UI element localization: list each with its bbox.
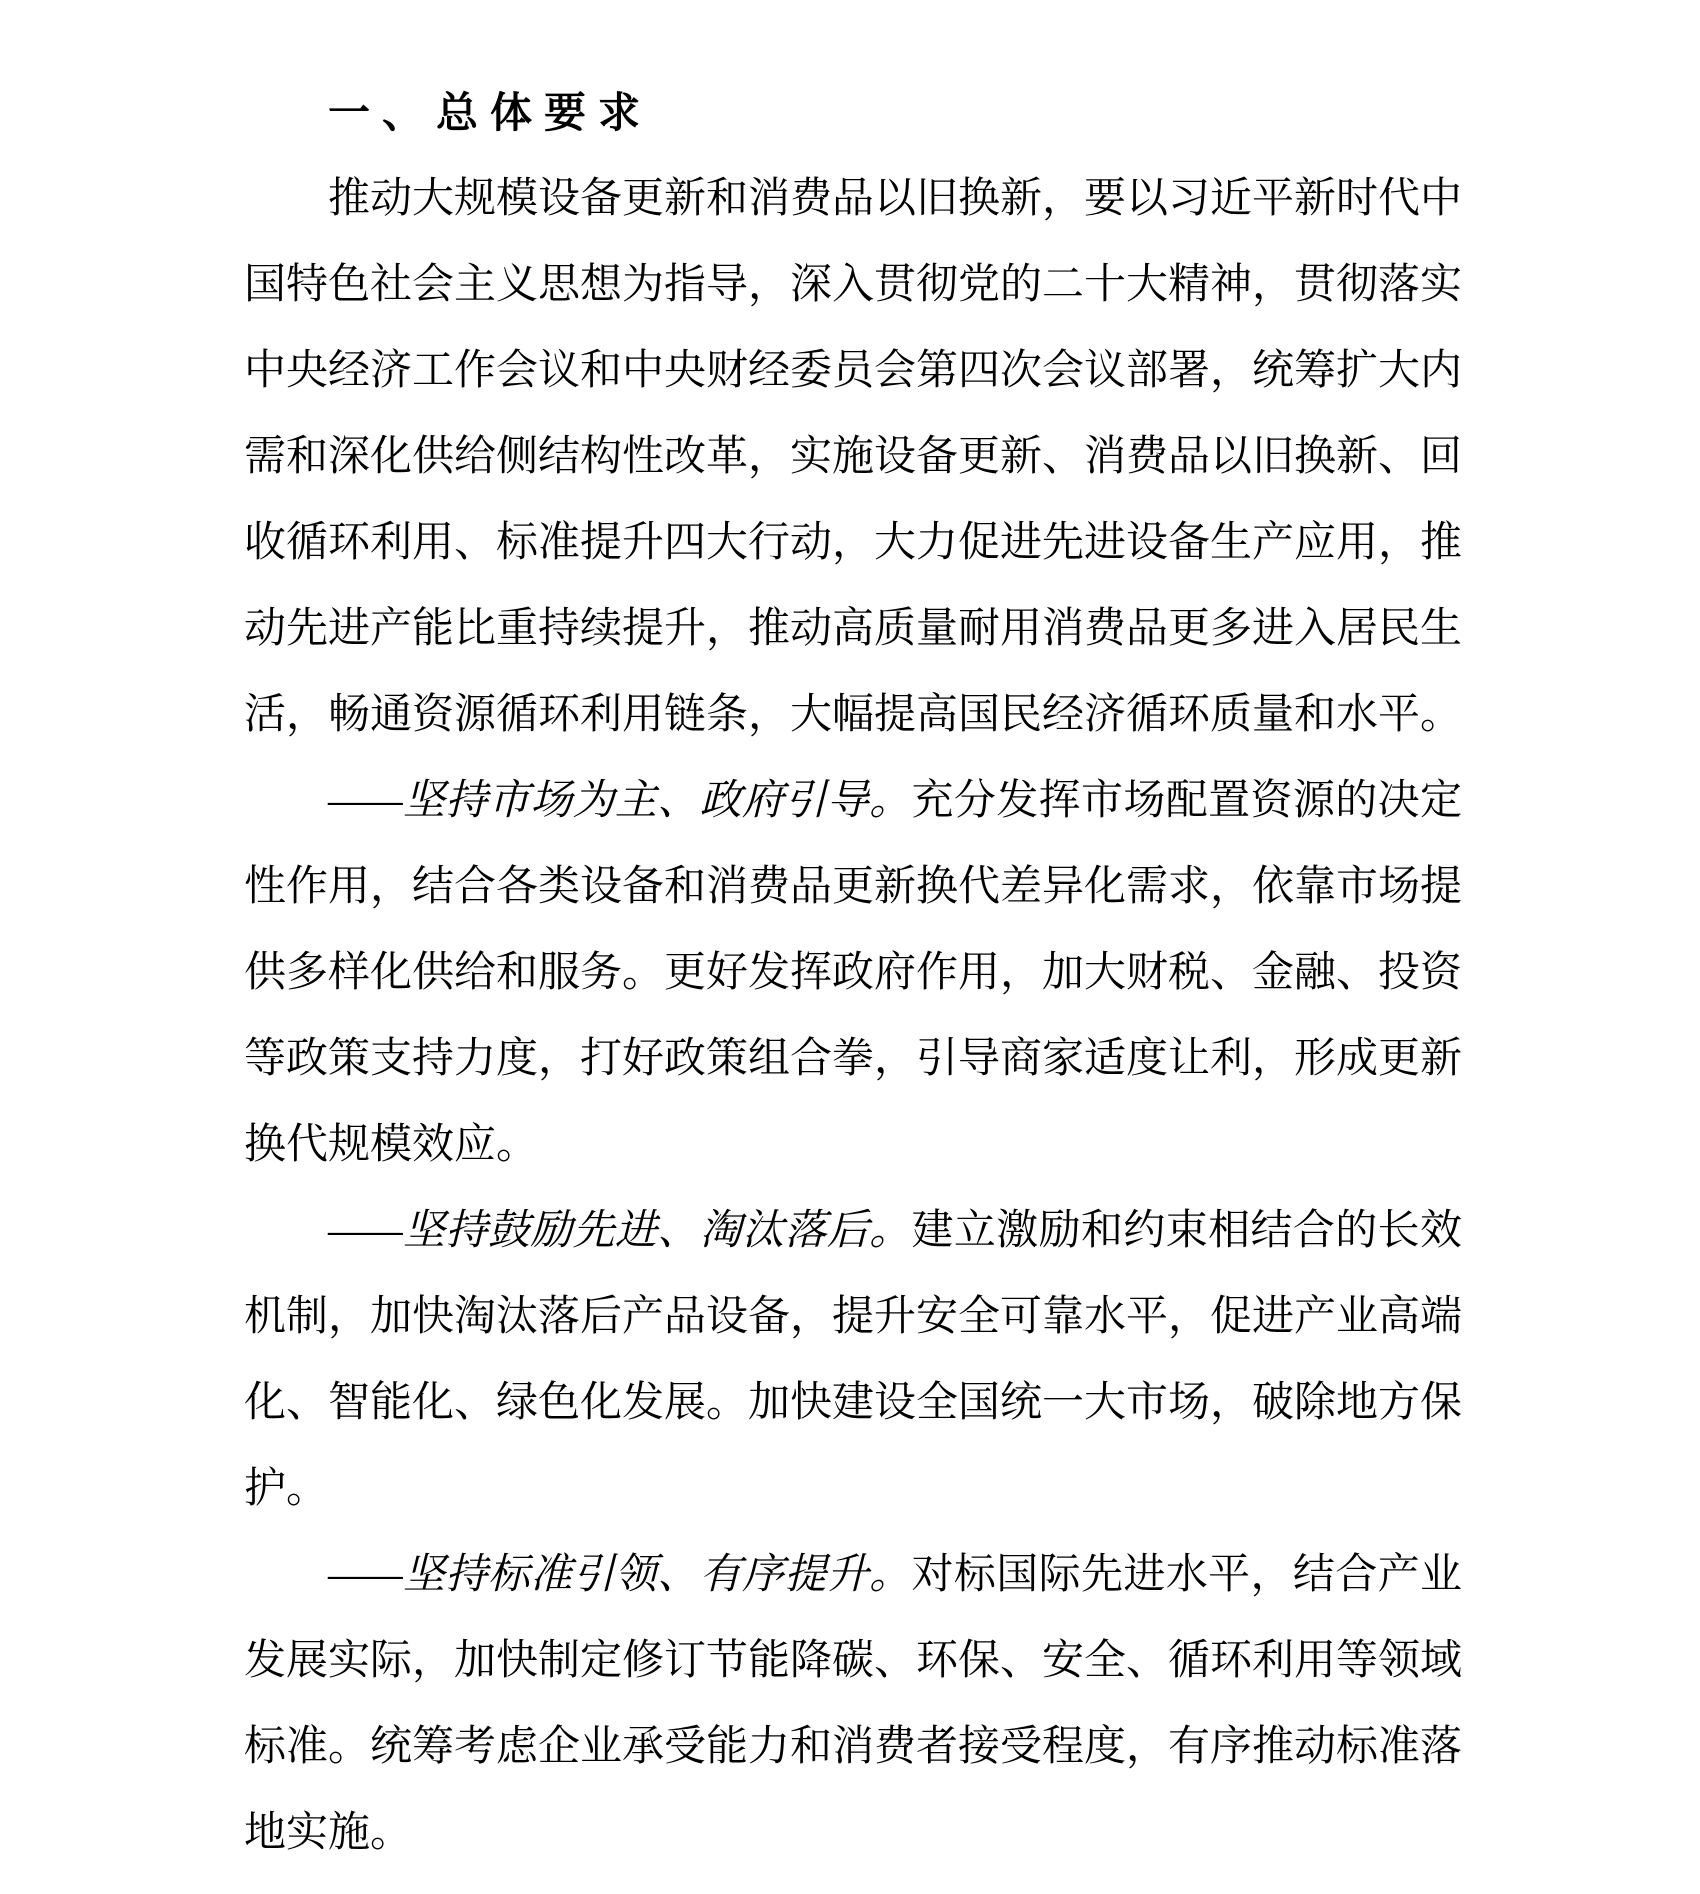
paragraph-lead-kaiti: ——坚持市场为主、政府引导。 <box>328 778 912 824</box>
paragraph <box>244 1532 1462 1876</box>
paragraph <box>244 758 1462 1188</box>
paragraph-text: 充分发挥市场配置资源的决定性作用，结合各类设备和消费品更新换代差异化需求，依靠市场提供多样化供给和服务。更好发挥政府作用，加大财税、金融、投资等政策支持力度，打好政策组合拳，引导商家适度让利，形成更新换代规模效应。 <box>244 778 1463 1168</box>
paragraph-text: 对标国际先进水平，结合产业发展实际，加快制定修订节能降碳、环保、安全、循环利用等领域标准。统筹考虑企业承受能力和消费者接受程度，有序推动标准落地实施。 <box>244 1552 1463 1856</box>
paragraph-lead-kaiti: ——坚持鼓励先进、淘汰落后。 <box>328 1208 912 1254</box>
paragraph-text: 推动大规模设备更新和消费品以旧换新，要以习近平新时代中国特色社会主义思想为指导，深入贯彻党的二十大精神，贯彻落实中央经济工作会议和中央财经委员会第四次会议部署，统筹扩大内需和深化供给侧结构性改革，实施设备更新、消费品以旧换新、回收循环利用、标准提升四大行动，大力促进先进设备生产应用，推动先进产能比重持续提升，推动高质量耐用消费品更多进入居民生活，畅通资源循环利用链条，大幅提高国民经济循环质量和水平。 <box>244 176 1463 738</box>
paragraph-lead-kaiti: ——坚持标准引领、有序提升。 <box>328 1552 912 1598</box>
section-heading: 一、总体要求 <box>328 89 653 136</box>
document-body <box>244 156 1462 1876</box>
paragraph <box>244 1188 1462 1532</box>
paragraph-text: 建立激励和约束相结合的长效机制，加快淘汰落后产品设备，提升安全可靠水平，促进产业高端化、智能化、绿色化发展。加快建设全国统一大市场，破除地方保护。 <box>244 1208 1463 1512</box>
paragraph <box>244 156 1462 758</box>
